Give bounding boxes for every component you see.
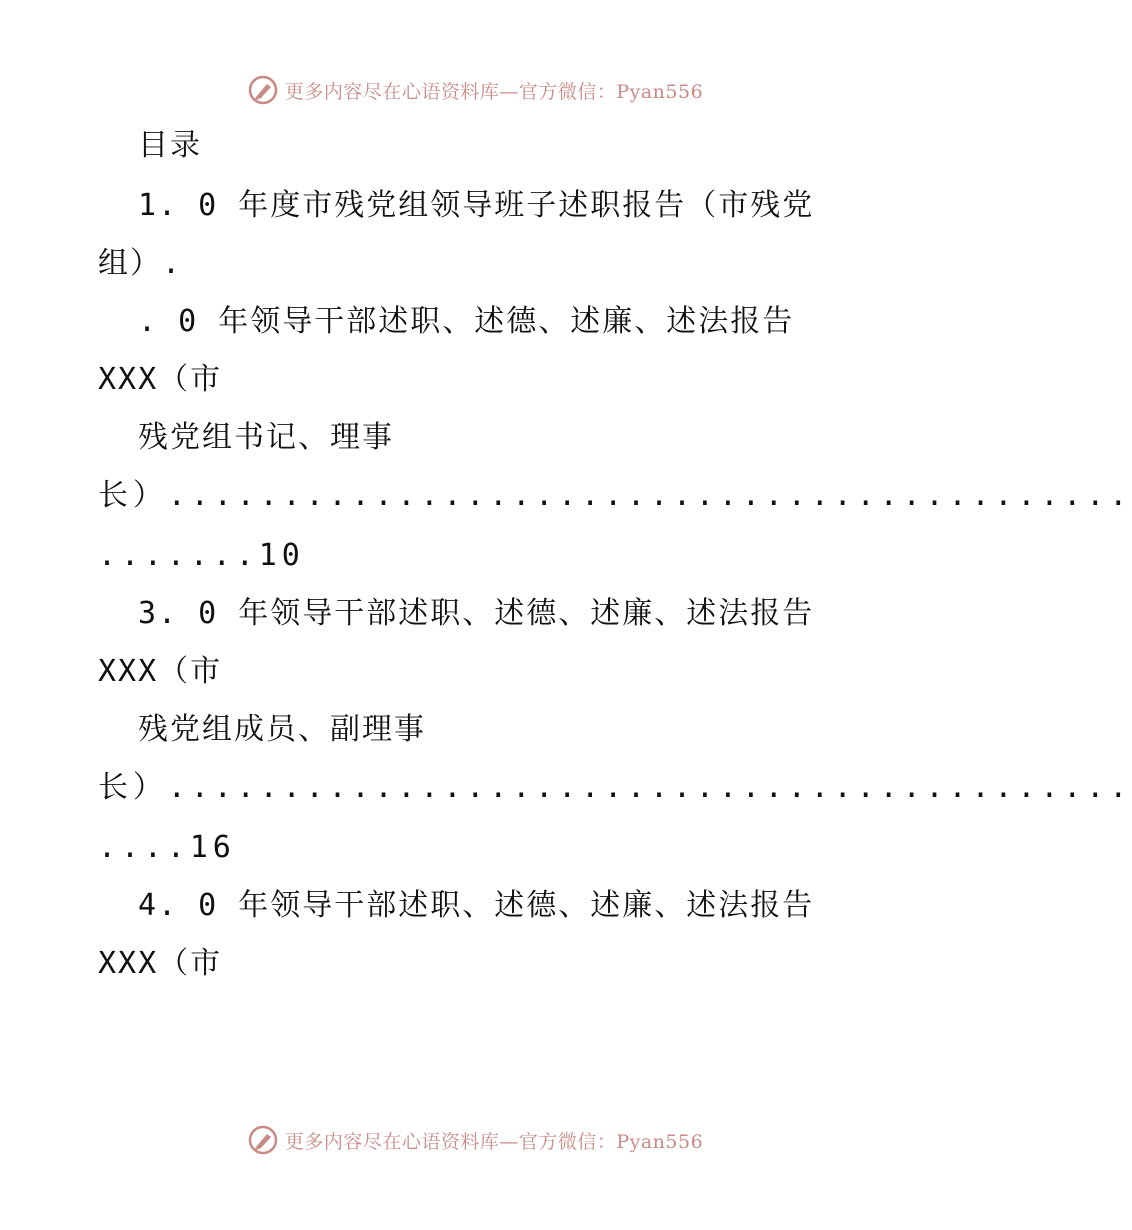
toc-entry-2-line-3: 残党组书记、理事 [138, 420, 394, 455]
pen-logo-icon [247, 1124, 279, 1156]
toc-entry-3-page: ....16 [98, 830, 236, 865]
toc-entry-2-leader: 长）.......................................... [98, 478, 1132, 513]
toc-heading: 目录 [138, 128, 202, 163]
watermark-text: 更多内容尽在心语资料库—官方微信：Pyan556 [284, 1130, 704, 1153]
toc-entry-2-page: .......10 [98, 538, 305, 573]
toc-entry-4-line-1: 4. 0 年领导干部述职、述德、述廉、述法报告 [138, 888, 815, 923]
toc-entry-4-line-2: XXX（市 [98, 946, 223, 981]
toc-entry-1-line-2: 组）. [98, 246, 183, 281]
pen-logo-icon [247, 74, 279, 106]
toc-entry-1-line-1: 1. 0 年度市残党组领导班子述职报告（市残党 [138, 188, 815, 223]
toc-entry-3-line-1: 3. 0 年领导干部述职、述德、述廉、述法报告 [138, 596, 815, 631]
toc-entry-3-line-2: XXX（市 [98, 654, 223, 689]
toc-entry-3-leader: 长）.......................................... [98, 770, 1132, 805]
toc-entry-2-line-2: XXX（市 [98, 362, 223, 397]
watermark-text: 更多内容尽在心语资料库—官方微信：Pyan556 [284, 80, 704, 103]
toc-entry-2-line-1: . 0 年领导干部述职、述德、述廉、述法报告 [138, 304, 795, 339]
watermark-footer [0, 1120, 950, 1160]
toc-entry-3-line-3: 残党组成员、副理事 [138, 712, 426, 747]
watermark-header [0, 70, 950, 110]
